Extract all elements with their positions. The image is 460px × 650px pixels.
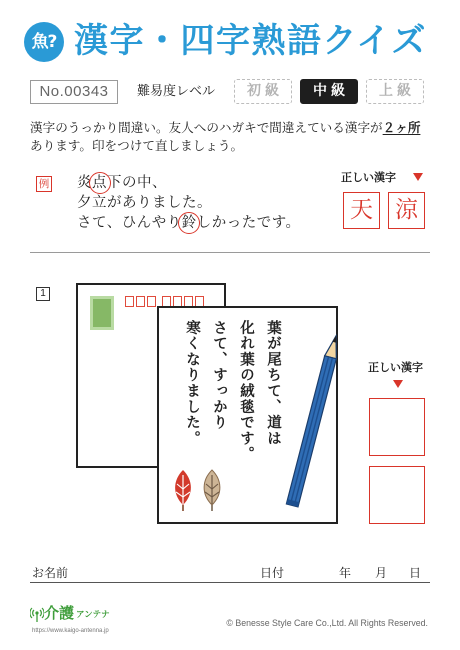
example-circled-mistake: 点 (92, 175, 107, 191)
question-number: 1 (36, 287, 50, 301)
quiz-number: No.00343 (30, 80, 118, 104)
pencil-icon (278, 328, 348, 518)
instructions-emphasis: ２ヶ所 (382, 120, 421, 135)
example-answer-box: 涼 (388, 192, 425, 229)
brand-url: https://www.kaigo-antenna.jp (32, 628, 109, 634)
example-correct-label: 正しい漢字 (341, 171, 396, 184)
example-text: 夕立がありました。 (77, 195, 212, 211)
instructions-line-1 (30, 119, 420, 136)
page-title: 漢字・四字熟語クイズ (74, 21, 427, 61)
postcard-line-4: 寒くなりました。 (184, 320, 200, 447)
month-label: 月 (375, 566, 388, 580)
red-leaf-icon (175, 470, 191, 511)
stamp-inner (93, 299, 111, 327)
question-correct-label: 正しい漢字 (368, 361, 423, 374)
example-answer-box: 天 (343, 192, 380, 229)
brown-leaf-icon (204, 470, 220, 511)
postcard-line-2: 化れ葉の絨毯です。 (238, 320, 254, 463)
copyright: © Benesse Style Care Co.,Ltd. All Rights Reserved. (226, 618, 428, 628)
example-badge: 例 (36, 176, 52, 192)
down-triangle-icon (393, 380, 403, 388)
postcard-line-3: さて、すっかり (211, 320, 227, 431)
antenna-icon (30, 607, 44, 623)
answer-box-1 (369, 398, 425, 456)
postcard-line-1: 葉が尾ちて、道は (265, 320, 281, 447)
example-text: 炎 (77, 175, 92, 191)
example-text: 下の中、 (107, 175, 167, 191)
postal-code-box (125, 296, 134, 307)
name-label: お名前 (32, 566, 69, 580)
date-label: 日付 (260, 566, 285, 580)
postal-code-box (147, 296, 156, 307)
fish-question-icon: 魚? (24, 22, 64, 62)
down-triangle-icon (413, 173, 423, 181)
leaf-icon (168, 468, 228, 512)
example-text: さて、ひんやり (77, 215, 182, 231)
example-line-3 (77, 213, 301, 233)
example-line-2 (77, 193, 212, 213)
form-underline (30, 582, 430, 583)
example-line-1 (77, 173, 167, 193)
difficulty-label: 難易度レベル (137, 84, 216, 99)
brand-logo-sub: アンテナ (76, 610, 110, 620)
level-beginner: 初級 (234, 79, 292, 104)
postal-code-box (136, 296, 145, 307)
level-advanced: 上級 (366, 79, 424, 104)
day-label: 日 (409, 566, 422, 580)
section-divider (30, 252, 430, 253)
stamp-icon (90, 296, 114, 330)
example-text: しかったです。 (196, 215, 301, 231)
year-label: 年 (339, 566, 352, 580)
example-circled-mistake: 鈴 (181, 215, 197, 231)
level-intermediate: 中級 (300, 79, 358, 104)
answer-box-2 (369, 466, 425, 524)
instructions-line-2: あります。印をつけて直しましょう。 (30, 138, 244, 153)
instructions-text: 漢字のうっかり間違い。友人へのハガキで間違えている漢字が (30, 120, 383, 135)
brand-logo-main: 介護 (44, 604, 75, 622)
